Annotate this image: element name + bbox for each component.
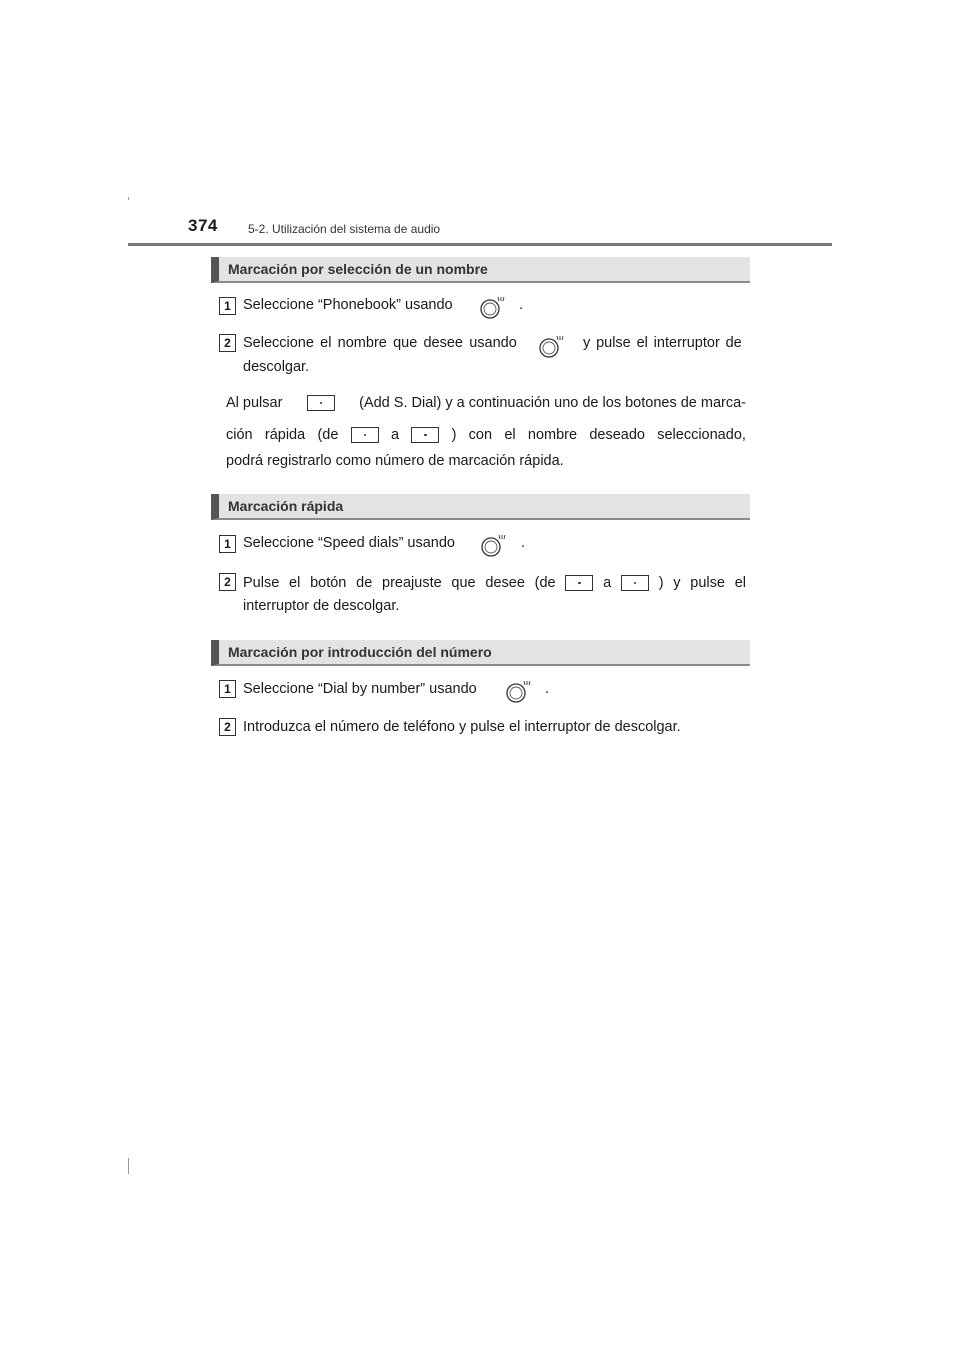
section-heading-speed-dial — [211, 494, 750, 520]
step-word: (de — [534, 575, 556, 591]
step-line — [243, 575, 746, 591]
rotary-knob-icon — [504, 678, 532, 704]
preset-button-icon — [411, 427, 439, 443]
note-text: Al pulsar — [226, 395, 283, 411]
step-word: el — [289, 575, 301, 591]
step-word: y — [673, 575, 681, 591]
header-rule — [128, 243, 832, 246]
step-number-badge: 2 — [219, 573, 236, 591]
step-text-end: . — [519, 297, 524, 313]
step-text: Seleccione “Dial by number” usando — [243, 681, 477, 697]
step-text-continued: descolgar. — [243, 359, 310, 375]
note-word: a — [390, 427, 400, 443]
note-word: con — [468, 427, 493, 443]
note-word: seleccionado, — [657, 427, 746, 443]
preset-button-icon — [621, 575, 649, 591]
note-line — [226, 395, 746, 411]
section-reference: 5-2. Utilización del sistema de audio — [248, 222, 441, 236]
note-word: (de — [317, 427, 339, 443]
preset-button-icon — [307, 395, 335, 411]
step-word: preajuste — [382, 575, 442, 591]
step-text: Seleccione el nombre que desee usando — [243, 335, 517, 351]
margin-tick — [128, 1158, 129, 1174]
rotary-knob-icon — [537, 333, 565, 359]
page-number: 374 — [188, 216, 218, 235]
step-word: de — [356, 575, 373, 591]
step-number-badge: 1 — [219, 535, 236, 553]
note-word: rápida — [264, 427, 306, 443]
section-heading-number-entry — [211, 640, 750, 666]
step-word: ) — [658, 575, 664, 591]
step-text-end: . — [521, 535, 526, 551]
step-number-badge: 2 — [219, 334, 236, 352]
step-word: el — [734, 575, 746, 591]
step-word: a — [603, 575, 612, 591]
step-word: Pulse — [243, 575, 280, 591]
step-number-badge: 1 — [219, 297, 236, 315]
note-text: (Add S. Dial) y a continuación uno de los botones de marca- — [359, 395, 746, 411]
preset-button-icon — [565, 575, 593, 591]
section-heading-name-dialing — [211, 257, 750, 283]
section-heading-text: Marcación rápida — [228, 498, 344, 514]
note-line — [226, 427, 746, 443]
note-text: podrá registrarlo como número de marcación rápida. — [226, 453, 564, 469]
step-word: botón — [310, 575, 347, 591]
section-heading-text: Marcación por introducción del número — [228, 644, 492, 660]
note-word: deseado — [589, 427, 645, 443]
step-text: Introduzca el número de teléfono y pulse el interruptor de descolgar. — [243, 719, 681, 735]
step-word: pulse — [690, 575, 725, 591]
step-number-badge: 1 — [219, 680, 236, 698]
note-word: ) — [451, 427, 457, 443]
step-text: Seleccione “Phonebook” usando — [243, 297, 453, 313]
step-word: que — [451, 575, 476, 591]
margin-tick — [128, 197, 129, 200]
step-text-continued: interruptor de descolgar. — [243, 598, 400, 614]
step-word: desee — [485, 575, 525, 591]
section-heading-text: Marcación por selección de un nombre — [228, 261, 488, 277]
rotary-knob-icon — [479, 532, 507, 558]
preset-button-icon — [351, 427, 379, 443]
note-word: ción — [226, 427, 253, 443]
step-text: Seleccione “Speed dials” usando — [243, 535, 455, 551]
step-text-end: . — [545, 681, 550, 697]
step-text-end: y pulse el interruptor de — [583, 335, 742, 351]
note-word: el — [504, 427, 516, 443]
rotary-knob-icon — [478, 294, 506, 320]
step-number-badge: 2 — [219, 718, 236, 736]
note-word: nombre — [527, 427, 578, 443]
